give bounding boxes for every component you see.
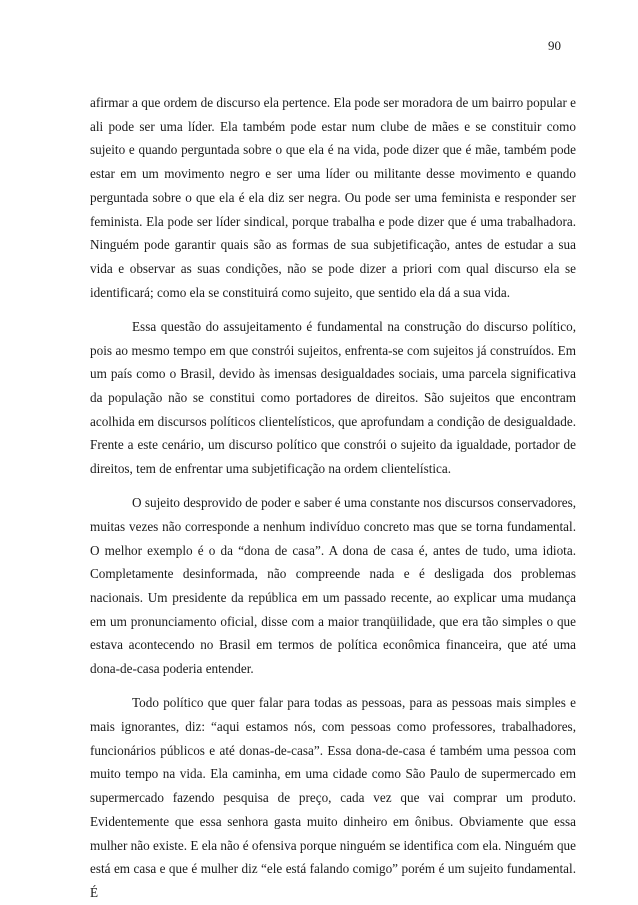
paragraph-3: O sujeito desprovido de poder e saber é uma constante nos discursos conservadores, muitas vezes não corresponde a nenhum indivíduo concreto mas que se torna fundamental. O melhor exemplo é o da “dona de casa”. A dona de casa é, antes de tudo, uma idiota. Completamente desinformada, não compreende nada e é desligada dos problemas nacionais. Um presidente da república em um passado recente, ao explicar uma mudança em um pronunciamento oficial, disse com a maior tranqüilidade, que era tão simples o que estava acontecendo no Brasil em termos de política econômica financeira, que até uma dona-de-casa poderia entender. xyxy=(90,495,576,677)
paragraph-4: Todo político que quer falar para todas as pessoas, para as pessoas mais simples e mais ignorantes, diz: “aqui estamos nós, com pessoas como professores, trabalhadores, funcionários públicos e até donas-de-casa”. Essa dona-de-casa é também uma pessoa com muito tempo na vida. Ela caminha, em uma cidade como São Paulo de supermercado em supermercado fazendo pesquisa de preço, cada vez que vai comprar um produto. Evidentemente que essa senhora gasta muito dinheiro em ônibus. Obviamente que essa mulher não existe. E ela não é ofensiva porque ninguém se identifica com ela. Ninguém que está em casa e que é mulher diz “ele está falando comigo” porém é um sujeito fundamental. É xyxy=(90,695,576,900)
document-body xyxy=(90,91,576,905)
page-number: 90 xyxy=(548,38,561,53)
paragraph-1: afirmar a que ordem de discurso ela pertence. Ela pode ser moradora de um bairro popular e ali pode ser uma líder. Ela também pode estar num clube de mães e se constituir como sujeito e quando perguntada sobre o que ela é na vida, pode dizer que é mãe, também pode estar em um movimento negro e ser uma líder ou militante desse movimento e quando perguntada sobre o que ela é ela diz ser negra. Ou pode ser uma feminista e responder ser feminista. Ela pode ser líder sindical, porque trabalha e pode dizer que é uma trabalhadora. Ninguém pode garantir quais são as formas de sua subjetificação, antes de estudar a sua vida e observar as suas condições, não se pode dizer a priori com qual discurso ela se identificará; como ela se constituirá como sujeito, que sentido ela dá a sua vida. xyxy=(90,95,576,300)
paragraph-2: Essa questão do assujeitamento é fundamental na construção do discurso político, pois ao mesmo tempo em que constrói sujeitos, enfrenta-se com sujeitos já construídos. Em um país como o Brasil, devido às imensas desigualdades sociais, uma parcela significativa da população não se constitui como portadores de direitos. São sujeitos que encontram acolhida em discursos políticos clientelísticos, que aprofundam a condição de desigualdade. Frente a este cenário, um discurso político que constrói o sujeito da igualdade, portador de direitos, tem de enfrentar uma subjetificação na ordem clientelística. xyxy=(90,318,576,477)
